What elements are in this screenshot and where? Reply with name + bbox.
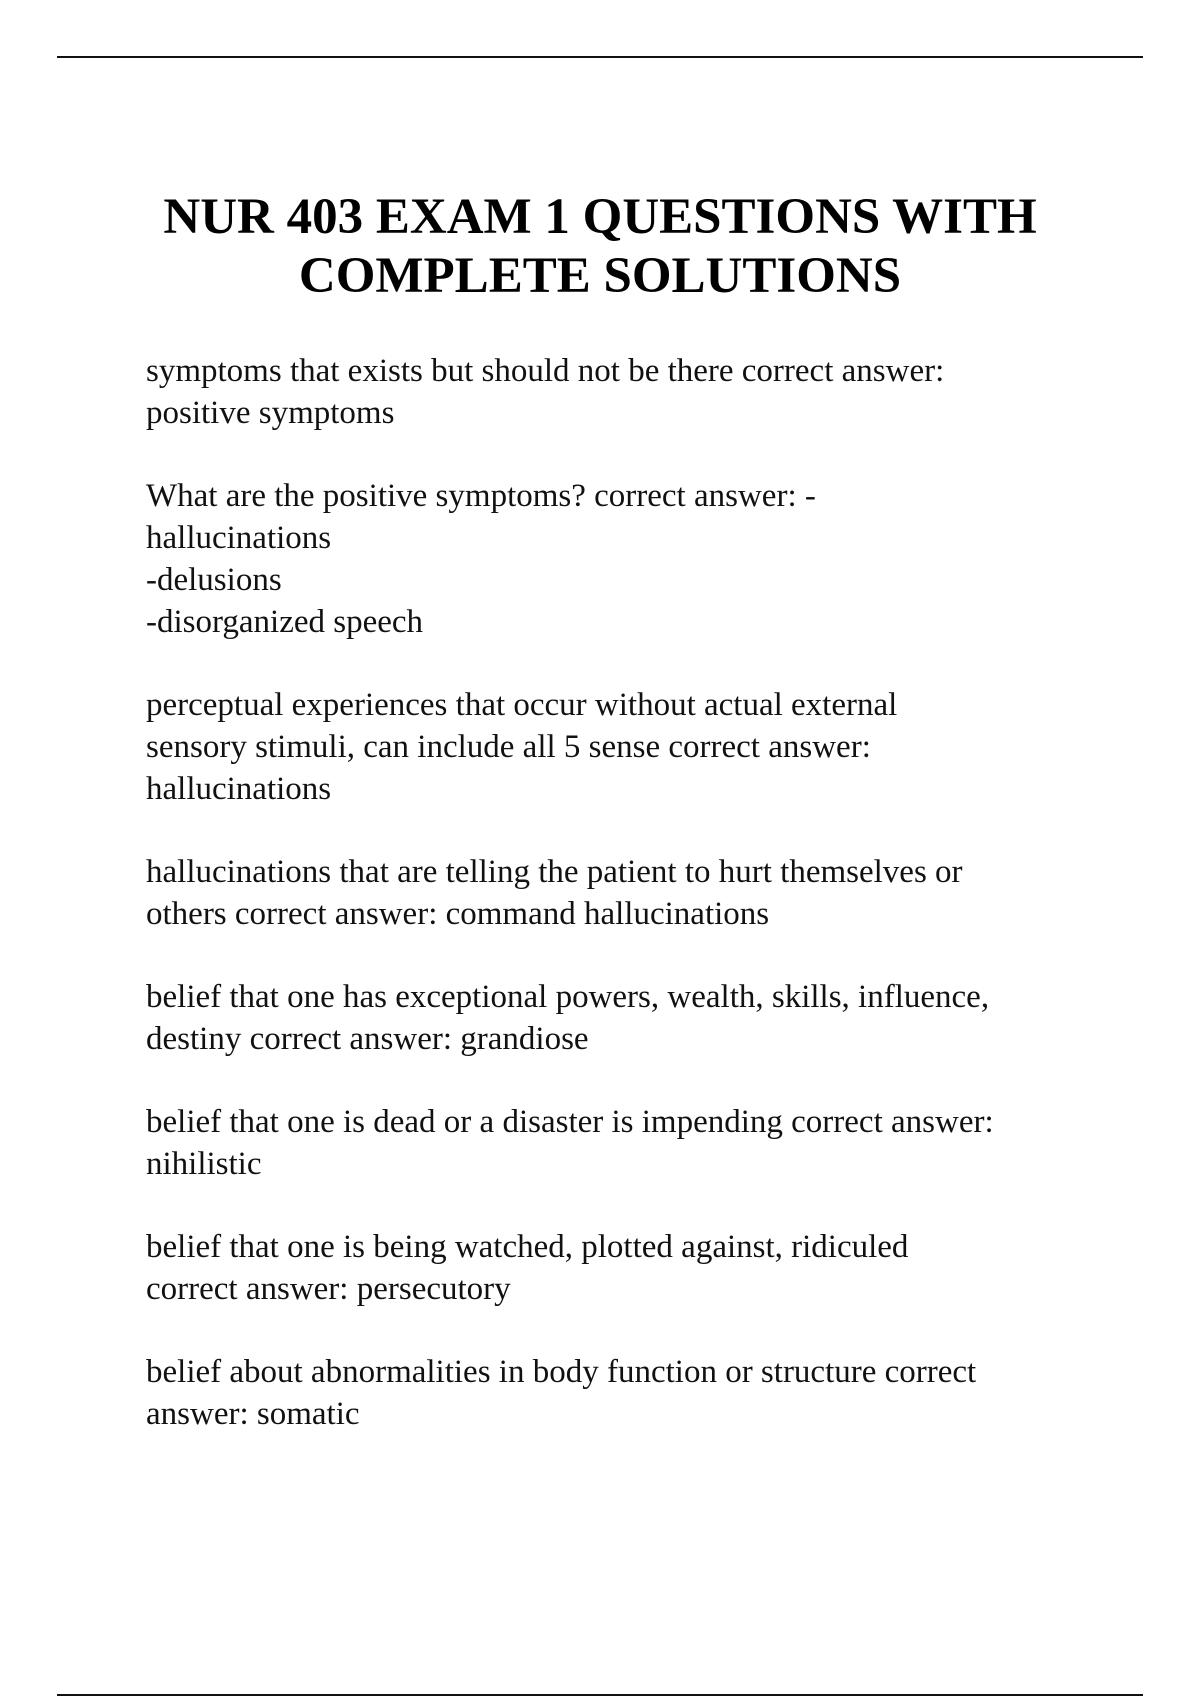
- qa-item: symptoms that exists but should not be there correct answer: positive symptoms: [146, 353, 945, 431]
- bottom-rule: [57, 1694, 1143, 1696]
- qa-item: belief that one has exceptional powers, wealth, skills, influence, destiny correct answer: grandiose: [146, 979, 990, 1057]
- title-line-1: NUR 403 EXAM 1 QUESTIONS WITH: [163, 189, 1037, 245]
- qa-item: What are the positive symptoms? correct answer: - hallucinations -delusions -disorganized speech: [146, 478, 816, 640]
- qa-item: belief about abnormalities in body function or structure correct answer: somatic: [146, 1354, 977, 1432]
- qa-item: hallucinations that are telling the patient to hurt themselves or others correct answer: command hallucinations: [146, 854, 963, 932]
- qa-item: belief that one is being watched, plotted against, ridiculed correct answer: persecutory: [146, 1229, 909, 1307]
- qa-list: [146, 350, 1100, 1476]
- qa-item: belief that one is dead or a disaster is impending correct answer: nihilistic: [146, 1104, 994, 1182]
- top-rule: [57, 56, 1143, 58]
- title-line-2: COMPLETE SOLUTIONS: [298, 248, 902, 304]
- page-title: [100, 188, 1100, 306]
- qa-item: perceptual experiences that occur without actual external sensory stimuli, can include all 5 sense correct answer: hallucinations: [146, 687, 898, 807]
